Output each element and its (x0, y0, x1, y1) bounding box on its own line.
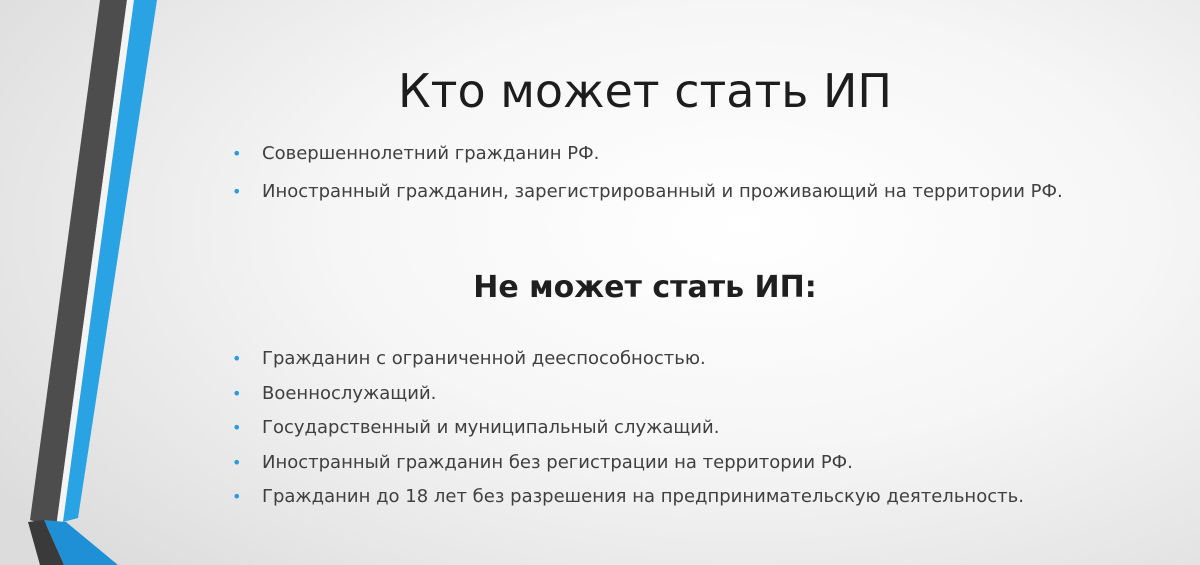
list-item (232, 347, 1024, 371)
list-item (232, 485, 1024, 509)
list-item-text: Гражданин до 18 лет без разрешения на предпринимательскую деятельность. (262, 486, 1024, 507)
bullet-icon: • (232, 487, 242, 506)
list-item-text: Совершеннолетний гражданин РФ. (262, 143, 600, 164)
cannot-become-list (232, 347, 1024, 520)
bullet-icon: • (232, 144, 242, 163)
section-heading: Не может стать ИП: (473, 270, 817, 305)
slide-title: Кто может стать ИП (397, 64, 893, 118)
list-item-text: Военнослужащий. (262, 382, 437, 404)
list-item-text: Государственный и муниципальный служащий. (262, 417, 720, 438)
list-item (232, 451, 1024, 475)
bullet-icon: • (232, 418, 242, 437)
bullet-icon: • (232, 383, 242, 403)
list-item-text: Иностранный гражданин, зарегистрированный и проживающий на территории РФ. (262, 181, 1063, 202)
dark-fold (28, 520, 64, 565)
list-item (232, 180, 1063, 204)
can-become-list (232, 142, 1063, 218)
bullet-icon: • (232, 452, 242, 472)
bullet-icon: • (232, 182, 242, 201)
blue-fold (44, 520, 118, 565)
bullet-icon: • (232, 349, 242, 368)
list-item (232, 142, 1063, 166)
list-item (232, 382, 1024, 406)
list-item-text: Гражданин с ограниченной дееспособностью. (262, 348, 706, 369)
list-item (232, 416, 1024, 440)
list-item-text: Иностранный гражданин без регистрации на территории РФ. (262, 451, 853, 473)
